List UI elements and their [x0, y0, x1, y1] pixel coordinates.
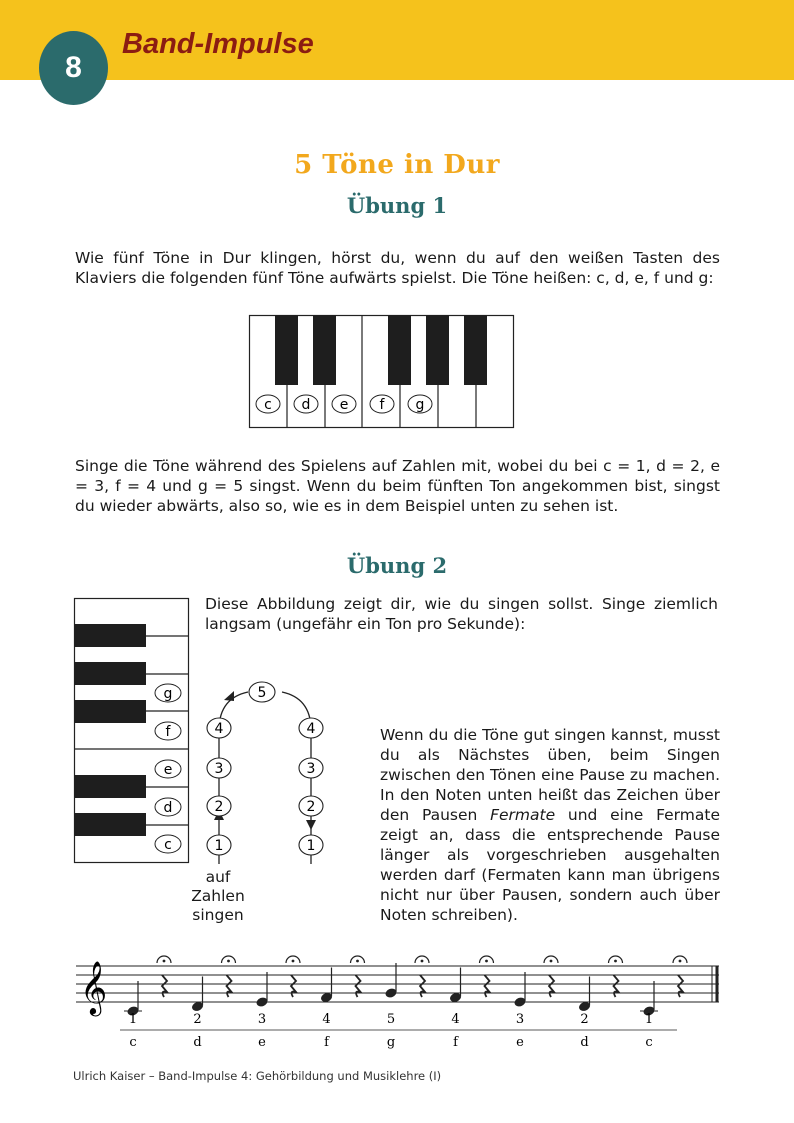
key-label: g: [163, 686, 173, 702]
quarter-rest: [614, 975, 619, 997]
score-note-name: e: [516, 1035, 524, 1050]
chapter-badge: 8: [39, 31, 108, 105]
ladder-number: 5: [257, 685, 267, 701]
fermata-dot: [679, 960, 682, 963]
score-number: 3: [515, 1012, 525, 1027]
score-number: 2: [193, 1012, 202, 1027]
quarter-rest: [291, 975, 296, 997]
singing-ladder-diagram: [200, 680, 330, 865]
score-number: 3: [257, 1012, 267, 1027]
chapter-title: Band-Impulse: [122, 28, 314, 60]
score-number: 1: [644, 1012, 654, 1027]
fermata-dot: [356, 960, 359, 963]
quarter-rest: [356, 975, 361, 997]
score-note-name: g: [386, 1035, 396, 1050]
ladder-number: 3: [306, 761, 316, 777]
quarter-rest: [162, 975, 167, 997]
quarter-rest: [678, 975, 683, 997]
key-label: c: [264, 397, 272, 413]
quarter-rest: [549, 975, 554, 997]
fermata-dot: [227, 960, 230, 963]
score-number: 5: [386, 1012, 396, 1027]
score-note-name: d: [580, 1035, 589, 1050]
exercise-1-heading: Übung 1: [346, 193, 448, 218]
score-note-name: c: [129, 1035, 137, 1050]
fermata-dot: [292, 960, 295, 963]
ladder-number: 4: [214, 721, 224, 737]
treble-clef: 𝄞: [80, 960, 108, 1014]
score-note-name: f: [453, 1035, 458, 1050]
key-label: f: [379, 397, 385, 413]
keyboard-diagram-2: [74, 598, 190, 864]
score-note-name: f: [324, 1035, 329, 1050]
ladder-number: 3: [214, 761, 224, 777]
fermata-dot: [421, 960, 424, 963]
keyboard-diagram-1: [249, 315, 515, 429]
key-label: d: [163, 800, 173, 816]
exercise-1-text: Wie fünf Töne in Dur klingen, hörst du, wenn du auf den weißen Tasten des Klaviers die folgenden fünf Töne aufwärts spielst. Die Töne heißen: c, d, e, f und g:: [75, 249, 720, 287]
exercise-2-heading: Übung 2: [346, 553, 448, 578]
ladder-number: 4: [306, 721, 316, 737]
fermata-dot: [614, 960, 617, 963]
exercise-2-intro: Diese Abbildung zeigt dir, wie du singen sollst. Singe ziemlich langsam (ungefähr ein Ton pro Sekunde):: [205, 595, 718, 633]
fermata-dot: [550, 960, 553, 963]
score-note-name: c: [645, 1035, 653, 1050]
score-note-name: e: [258, 1035, 266, 1050]
ladder-number: 1: [306, 838, 316, 854]
quarter-rest: [227, 975, 232, 997]
page-footer: Ulrich Kaiser – Band-Impulse 4: Gehörbildung und Musiklehre (I): [73, 1069, 442, 1083]
score-number: 4: [322, 1012, 331, 1027]
header-bar: [0, 0, 794, 80]
exercise-1-instruction: Singe die Töne während des Spielens auf Zahlen mit, wobei du bei c = 1, d = 2, e = 3, f = 4 und g = 5 singst. Wenn du beim fünften Ton angekommen bist, singst du wieder abwärts, also so, wie es in dem Beispiel unten zu sehen ist.: [75, 457, 720, 515]
quarter-rest: [485, 975, 490, 997]
score-number: 4: [451, 1012, 460, 1027]
key-label: g: [415, 397, 425, 413]
key-label: f: [165, 724, 171, 740]
score-number: 2: [580, 1012, 589, 1027]
key-label: c: [164, 837, 172, 853]
fermata-dot: [163, 960, 166, 963]
quarter-rest: [420, 975, 425, 997]
ladder-number: 2: [214, 799, 224, 815]
ladder-number: 1: [214, 838, 224, 854]
key-label: e: [339, 397, 349, 413]
ladder-caption: auf Zahlen singen: [191, 868, 245, 924]
score-number: 1: [128, 1012, 138, 1027]
key-label: d: [301, 397, 311, 413]
fermata-term: Fermate: [490, 806, 556, 824]
fermata-explanation: Wenn du die Töne gut singen kannst, musst du als Nächstes üben, beim Singen zwischen den Tönen eine Pause zu machen. In den Noten unten heißt das Zeichen über den Pausen Fermate und eine Fermate zeigt an, dass die entsprechende Pause länger als vorgeschrieben ausgehalten werden darf (Fermaten kann man übrigens nicht nur über Pausen, sondern auch über Noten schreiben).: [380, 726, 720, 924]
key-label: e: [163, 762, 173, 778]
page-title: 5 Töne in Dur: [294, 150, 500, 180]
music-score: [74, 946, 724, 1056]
score-note-name: d: [193, 1035, 202, 1050]
ladder-number: 2: [306, 799, 316, 815]
fermata-dot: [485, 960, 488, 963]
